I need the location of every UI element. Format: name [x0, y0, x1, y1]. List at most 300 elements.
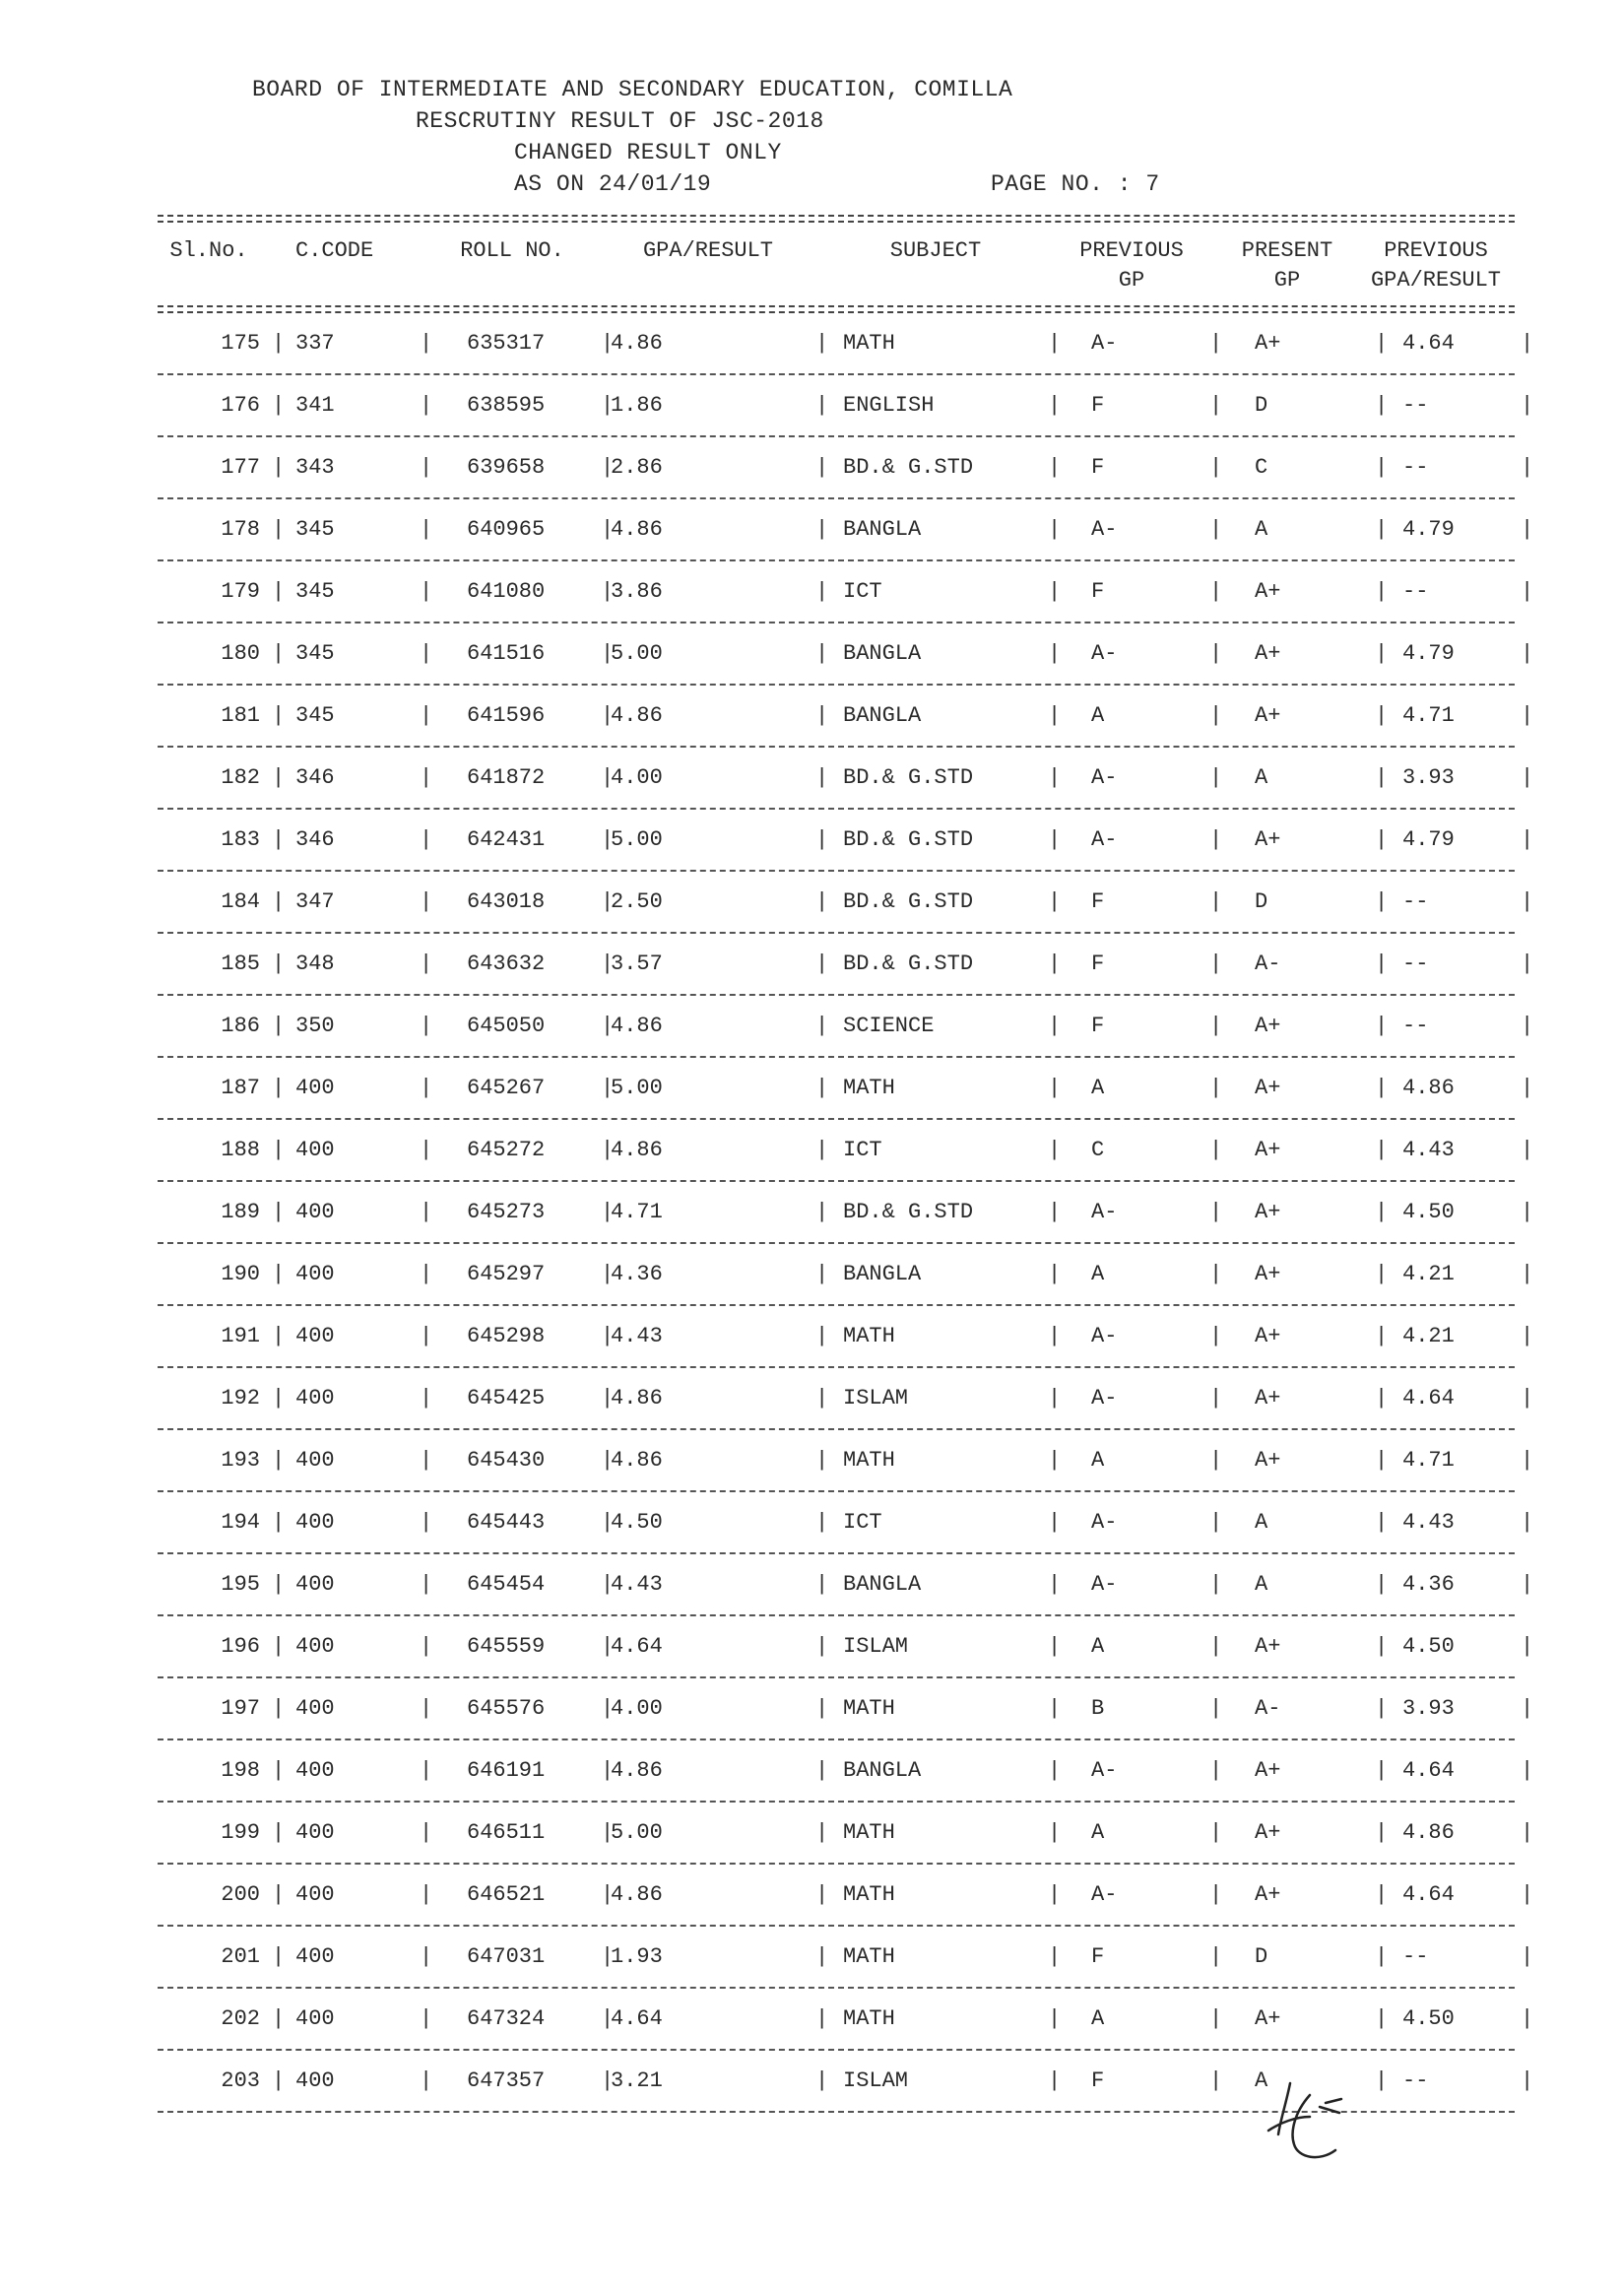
- column-separator: |: [420, 1944, 433, 1969]
- column-separator: |: [815, 641, 829, 666]
- cell-prev-gpa: 4.50: [1402, 2006, 1455, 2031]
- cell-roll: 647357: [467, 2068, 546, 2093]
- cell-subject: MATH: [843, 2006, 895, 2031]
- table-row: [158, 1554, 1534, 1616]
- cell-gpa: 5.00: [611, 1820, 663, 1845]
- cell-subject: MATH: [843, 1696, 895, 1721]
- column-separator: |: [601, 1572, 615, 1597]
- column-separator: |: [272, 1944, 286, 1969]
- column-separator: |: [1209, 951, 1223, 976]
- column-separator: |: [1375, 331, 1389, 356]
- cell-prev-gp: F: [1091, 455, 1105, 480]
- cell-prev-gpa: 4.86: [1402, 1820, 1455, 1845]
- cell-code: 341: [295, 393, 335, 418]
- table-row: [158, 996, 1534, 1058]
- cell-gpa: 3.86: [611, 579, 663, 604]
- table-row: [158, 748, 1534, 810]
- cell-gpa: 1.86: [611, 393, 663, 418]
- cell-prev-gpa: 4.86: [1402, 1076, 1455, 1100]
- column-separator: |: [420, 1634, 433, 1659]
- column-separator: |: [1209, 703, 1223, 728]
- cell-sl: 197: [221, 1696, 260, 1721]
- column-separator: |: [272, 579, 286, 604]
- cell-code: 345: [295, 517, 335, 542]
- column-separator: |: [1209, 1634, 1223, 1659]
- cell-subject: BANGLA: [843, 517, 922, 542]
- cell-gpa: 4.64: [611, 1634, 663, 1659]
- cell-subject: ENGLISH: [843, 393, 935, 418]
- col-head-pres-gp: PRESENT GP: [1241, 238, 1333, 293]
- cell-prev-gpa: 4.50: [1402, 1200, 1455, 1224]
- cell-gpa: 4.86: [611, 1138, 663, 1162]
- col-head-roll: ROLL NO.: [460, 238, 564, 263]
- cell-sl: 196: [221, 1634, 260, 1659]
- cell-pres-gp: A+: [1255, 1200, 1281, 1224]
- column-separator: |: [1521, 641, 1534, 666]
- table-row: [158, 1989, 1534, 2051]
- cell-pres-gp: A+: [1255, 2006, 1281, 2031]
- cell-code: 345: [295, 703, 335, 728]
- cell-prev-gpa: 4.79: [1402, 827, 1455, 852]
- column-separator: |: [272, 827, 286, 852]
- cell-gpa: 4.00: [611, 765, 663, 790]
- cell-gpa: 4.86: [611, 331, 663, 356]
- column-separator: |: [272, 1138, 286, 1162]
- cell-sl: 178: [221, 517, 260, 542]
- cell-prev-gp: F: [1091, 579, 1105, 604]
- cell-code: 343: [295, 455, 335, 480]
- column-separator: |: [1048, 951, 1062, 976]
- column-separator: |: [815, 1076, 829, 1100]
- cell-gpa: 4.71: [611, 1200, 663, 1224]
- cell-code: 348: [295, 951, 335, 976]
- column-separator: |: [1209, 1448, 1223, 1473]
- column-separator: |: [815, 1882, 829, 1907]
- column-separator: |: [1048, 1200, 1062, 1224]
- column-separator: |: [420, 1262, 433, 1286]
- cell-prev-gpa: 3.93: [1402, 1696, 1455, 1721]
- column-separator: |: [420, 331, 433, 356]
- cell-sl: 194: [221, 1510, 260, 1535]
- cell-prev-gp: A-: [1091, 1324, 1118, 1348]
- cell-roll: 641080: [467, 579, 546, 604]
- column-separator: |: [1209, 1696, 1223, 1721]
- column-separator: |: [1209, 1572, 1223, 1597]
- cell-roll: 639658: [467, 455, 546, 480]
- column-separator: |: [420, 951, 433, 976]
- column-separator: |: [420, 1138, 433, 1162]
- cell-sl: 175: [221, 331, 260, 356]
- column-separator: |: [815, 951, 829, 976]
- cell-roll: 645425: [467, 1386, 546, 1410]
- column-separator: |: [1209, 1014, 1223, 1038]
- column-separator: |: [601, 517, 615, 542]
- column-separator: |: [1375, 1262, 1389, 1286]
- cell-pres-gp: A-: [1255, 951, 1281, 976]
- column-separator: |: [1521, 1448, 1534, 1473]
- column-separator: |: [1375, 2006, 1389, 2031]
- column-separator: |: [601, 1138, 615, 1162]
- cell-prev-gpa: --: [1402, 455, 1429, 480]
- column-separator: |: [601, 1386, 615, 1410]
- cell-roll: 635317: [467, 331, 546, 356]
- cell-pres-gp: A+: [1255, 703, 1281, 728]
- cell-prev-gp: A-: [1091, 331, 1118, 356]
- table-row: [158, 623, 1534, 686]
- column-separator: |: [420, 455, 433, 480]
- cell-roll: 645267: [467, 1076, 546, 1100]
- column-separator: |: [272, 1448, 286, 1473]
- column-separator: |: [815, 1820, 829, 1845]
- column-separator: |: [272, 889, 286, 914]
- cell-pres-gp: A+: [1255, 1076, 1281, 1100]
- cell-roll: 645559: [467, 1634, 546, 1659]
- column-separator: |: [420, 703, 433, 728]
- cell-prev-gp: A-: [1091, 827, 1118, 852]
- cell-roll: 641596: [467, 703, 546, 728]
- cell-prev-gpa: --: [1402, 579, 1429, 604]
- column-separator: |: [601, 455, 615, 480]
- column-separator: |: [815, 1696, 829, 1721]
- cell-roll: 645297: [467, 1262, 546, 1286]
- column-separator: |: [1375, 1944, 1389, 1969]
- cell-pres-gp: A+: [1255, 1448, 1281, 1473]
- column-separator: |: [1209, 1882, 1223, 1907]
- column-separator: |: [1375, 1076, 1389, 1100]
- column-separator: |: [601, 1076, 615, 1100]
- cell-prev-gpa: --: [1402, 393, 1429, 418]
- cell-prev-gp: F: [1091, 1944, 1105, 1969]
- cell-sl: 192: [221, 1386, 260, 1410]
- column-separator: |: [1375, 1696, 1389, 1721]
- cell-gpa: 4.86: [611, 517, 663, 542]
- cell-code: 400: [295, 1882, 335, 1907]
- cell-prev-gpa: 4.64: [1402, 1882, 1455, 1907]
- table-row: [158, 1244, 1534, 1306]
- cell-subject: MATH: [843, 1448, 895, 1473]
- column-separator: |: [1209, 393, 1223, 418]
- cell-prev-gp: A: [1091, 1634, 1105, 1659]
- column-separator: |: [420, 1076, 433, 1100]
- column-separator: |: [1209, 1200, 1223, 1224]
- column-separator: |: [815, 1510, 829, 1535]
- cell-subject: ISLAM: [843, 1386, 909, 1410]
- result-subtitle: CHANGED RESULT ONLY: [514, 140, 782, 165]
- cell-prev-gpa: 4.50: [1402, 1634, 1455, 1659]
- column-separator: |: [1521, 1820, 1534, 1845]
- cell-subject: ISLAM: [843, 2068, 909, 2093]
- page-number: PAGE NO. : 7: [991, 171, 1160, 197]
- cell-roll: 645576: [467, 1696, 546, 1721]
- column-separator: |: [1048, 1324, 1062, 1348]
- cell-roll: 645298: [467, 1324, 546, 1348]
- cell-prev-gpa: --: [1402, 2068, 1429, 2093]
- column-separator: |: [1048, 1262, 1062, 1286]
- column-separator: |: [815, 827, 829, 852]
- cell-subject: BANGLA: [843, 1758, 922, 1783]
- cell-pres-gp: A+: [1255, 1634, 1281, 1659]
- cell-roll: 645050: [467, 1014, 546, 1038]
- column-separator: |: [1521, 1138, 1534, 1162]
- column-separator: |: [1048, 1758, 1062, 1783]
- cell-sl: 191: [221, 1324, 260, 1348]
- column-separator: |: [420, 1758, 433, 1783]
- cell-subject: ICT: [843, 1510, 882, 1535]
- column-separator: |: [815, 1448, 829, 1473]
- column-separator: |: [1375, 1820, 1389, 1845]
- cell-prev-gp: A-: [1091, 1758, 1118, 1783]
- column-separator: |: [1521, 1014, 1534, 1038]
- column-separator: |: [815, 1138, 829, 1162]
- column-separator: |: [1375, 827, 1389, 852]
- cell-sl: 198: [221, 1758, 260, 1783]
- table-row: [158, 1865, 1534, 1927]
- cell-prev-gpa: 3.93: [1402, 765, 1455, 790]
- column-separator: |: [1521, 889, 1534, 914]
- column-separator: |: [1048, 1634, 1062, 1659]
- column-separator: |: [1521, 1758, 1534, 1783]
- result-table: [158, 238, 1534, 2113]
- cell-code: 400: [295, 1820, 335, 1845]
- column-separator: |: [601, 1944, 615, 1969]
- table-row: [158, 1616, 1534, 1678]
- column-separator: |: [815, 2006, 829, 2031]
- header-divider-top: [158, 215, 1515, 223]
- column-separator: |: [272, 1882, 286, 1907]
- cell-subject: BANGLA: [843, 1262, 922, 1286]
- column-separator: |: [420, 641, 433, 666]
- cell-prev-gpa: 4.71: [1402, 1448, 1455, 1473]
- cell-pres-gp: A+: [1255, 331, 1281, 356]
- column-separator: |: [815, 1262, 829, 1286]
- cell-sl: 201: [221, 1944, 260, 1969]
- column-separator: |: [815, 889, 829, 914]
- column-separator: |: [1209, 1324, 1223, 1348]
- cell-code: 400: [295, 1944, 335, 1969]
- column-separator: |: [272, 393, 286, 418]
- cell-gpa: 4.86: [611, 1014, 663, 1038]
- column-separator: |: [420, 1696, 433, 1721]
- cell-prev-gp: A-: [1091, 641, 1118, 666]
- cell-gpa: 4.50: [611, 1510, 663, 1535]
- cell-prev-gp: F: [1091, 1014, 1105, 1038]
- column-separator: |: [815, 331, 829, 356]
- column-separator: |: [272, 2068, 286, 2093]
- cell-subject: SCIENCE: [843, 1014, 935, 1038]
- column-separator: |: [1521, 827, 1534, 852]
- cell-prev-gp: A-: [1091, 1510, 1118, 1535]
- column-separator: |: [601, 889, 615, 914]
- cell-gpa: 5.00: [611, 641, 663, 666]
- column-separator: |: [1209, 1944, 1223, 1969]
- column-separator: |: [420, 517, 433, 542]
- cell-sl: 186: [221, 1014, 260, 1038]
- cell-gpa: 2.50: [611, 889, 663, 914]
- column-separator: |: [272, 331, 286, 356]
- cell-subject: BD.& G.STD: [843, 765, 974, 790]
- column-separator: |: [272, 1510, 286, 1535]
- cell-pres-gp: A+: [1255, 1820, 1281, 1845]
- cell-sl: 193: [221, 1448, 260, 1473]
- cell-code: 400: [295, 2068, 335, 2093]
- column-separator: |: [1209, 889, 1223, 914]
- cell-prev-gp: A: [1091, 1448, 1105, 1473]
- cell-pres-gp: A+: [1255, 1758, 1281, 1783]
- cell-sl: 203: [221, 2068, 260, 2093]
- cell-roll: 640965: [467, 517, 546, 542]
- column-separator: |: [1375, 1882, 1389, 1907]
- column-separator: |: [601, 1882, 615, 1907]
- column-separator: |: [1209, 2068, 1223, 2093]
- cell-gpa: 4.00: [611, 1696, 663, 1721]
- column-separator: |: [601, 1634, 615, 1659]
- column-separator: |: [420, 2006, 433, 2031]
- cell-code: 400: [295, 1758, 335, 1783]
- column-separator: |: [601, 393, 615, 418]
- cell-code: 347: [295, 889, 335, 914]
- column-separator: |: [272, 703, 286, 728]
- cell-prev-gp: A-: [1091, 765, 1118, 790]
- column-separator: |: [1048, 1572, 1062, 1597]
- cell-pres-gp: A-: [1255, 1696, 1281, 1721]
- column-separator: |: [1209, 1262, 1223, 1286]
- cell-gpa: 3.57: [611, 951, 663, 976]
- column-separator: |: [1048, 827, 1062, 852]
- column-separator: |: [1209, 517, 1223, 542]
- cell-roll: 646511: [467, 1820, 546, 1845]
- cell-sl: 189: [221, 1200, 260, 1224]
- column-separator: |: [1209, 2006, 1223, 2031]
- column-separator: |: [815, 2068, 829, 2093]
- cell-subject: MATH: [843, 331, 895, 356]
- cell-roll: 646191: [467, 1758, 546, 1783]
- column-separator: |: [1209, 1820, 1223, 1845]
- cell-gpa: 4.86: [611, 1386, 663, 1410]
- column-separator: |: [1521, 455, 1534, 480]
- cell-prev-gp: A-: [1091, 1386, 1118, 1410]
- column-separator: |: [420, 1510, 433, 1535]
- cell-pres-gp: A+: [1255, 1386, 1281, 1410]
- table-row: [158, 1740, 1534, 1803]
- cell-prev-gp: C: [1091, 1138, 1105, 1162]
- cell-subject: MATH: [843, 1944, 895, 1969]
- cell-gpa: 4.86: [611, 1882, 663, 1907]
- cell-pres-gp: A: [1255, 517, 1268, 542]
- column-separator: |: [1521, 579, 1534, 604]
- table-row: [158, 810, 1534, 872]
- cell-sl: 185: [221, 951, 260, 976]
- cell-code: 350: [295, 1014, 335, 1038]
- column-separator: |: [420, 889, 433, 914]
- cell-pres-gp: A: [1255, 1572, 1268, 1597]
- table-row: [158, 1803, 1534, 1865]
- cell-code: 400: [295, 2006, 335, 2031]
- cell-prev-gp: A: [1091, 2006, 1105, 2031]
- column-separator: |: [815, 579, 829, 604]
- cell-code: 337: [295, 331, 335, 356]
- cell-sl: 181: [221, 703, 260, 728]
- column-separator: |: [1375, 889, 1389, 914]
- cell-code: 346: [295, 827, 335, 852]
- board-title: BOARD OF INTERMEDIATE AND SECONDARY EDUCATION, COMILLA: [252, 77, 1013, 102]
- cell-code: 400: [295, 1076, 335, 1100]
- column-separator: |: [1209, 641, 1223, 666]
- column-separator: |: [272, 1076, 286, 1100]
- cell-code: 400: [295, 1324, 335, 1348]
- column-separator: |: [1048, 765, 1062, 790]
- column-separator: |: [1375, 1510, 1389, 1535]
- result-title: RESCRUTINY RESULT OF JSC-2018: [416, 108, 824, 134]
- table-row: [158, 1927, 1534, 1989]
- column-separator: |: [272, 765, 286, 790]
- cell-pres-gp: A+: [1255, 1138, 1281, 1162]
- column-separator: |: [601, 1696, 615, 1721]
- column-separator: |: [1521, 1386, 1534, 1410]
- cell-gpa: 1.93: [611, 1944, 663, 1969]
- column-separator: |: [1209, 765, 1223, 790]
- cell-roll: 643632: [467, 951, 546, 976]
- column-separator: |: [1521, 951, 1534, 976]
- column-separator: |: [1521, 1076, 1534, 1100]
- column-separator: |: [1048, 2068, 1062, 2093]
- column-separator: |: [420, 1448, 433, 1473]
- column-separator: |: [1521, 1262, 1534, 1286]
- column-separator: |: [601, 579, 615, 604]
- column-separator: |: [1048, 1014, 1062, 1038]
- col-head-sl: Sl.No.: [169, 238, 248, 263]
- column-separator: |: [420, 1820, 433, 1845]
- cell-prev-gp: A: [1091, 703, 1105, 728]
- column-separator: |: [815, 517, 829, 542]
- column-separator: |: [601, 1014, 615, 1038]
- cell-gpa: 4.86: [611, 1758, 663, 1783]
- column-separator: |: [601, 641, 615, 666]
- column-separator: |: [272, 455, 286, 480]
- signature-icon: [1251, 2073, 1359, 2172]
- cell-gpa: 4.86: [611, 703, 663, 728]
- cell-prev-gp: A: [1091, 1076, 1105, 1100]
- column-separator: |: [1375, 1138, 1389, 1162]
- column-separator: |: [1375, 1758, 1389, 1783]
- cell-roll: 646521: [467, 1882, 546, 1907]
- column-separator: |: [1048, 2006, 1062, 2031]
- column-separator: |: [420, 1014, 433, 1038]
- column-separator: |: [601, 2068, 615, 2093]
- column-separator: |: [815, 1200, 829, 1224]
- column-separator: |: [815, 1944, 829, 1969]
- column-separator: |: [1209, 579, 1223, 604]
- cell-prev-gpa: 4.64: [1402, 331, 1455, 356]
- column-separator: |: [1521, 1510, 1534, 1535]
- column-separator: |: [272, 1758, 286, 1783]
- column-separator: |: [601, 951, 615, 976]
- column-separator: |: [1209, 1510, 1223, 1535]
- column-separator: |: [1375, 641, 1389, 666]
- column-separator: |: [272, 1386, 286, 1410]
- cell-pres-gp: A+: [1255, 641, 1281, 666]
- col-head-prev-gp: PREVIOUS GP: [1079, 238, 1184, 293]
- column-separator: |: [1209, 1758, 1223, 1783]
- cell-roll: 647324: [467, 2006, 546, 2031]
- column-separator: |: [601, 765, 615, 790]
- column-separator: |: [1048, 1882, 1062, 1907]
- cell-subject: MATH: [843, 1820, 895, 1845]
- column-separator: |: [1048, 517, 1062, 542]
- cell-gpa: 4.64: [611, 2006, 663, 2031]
- column-separator: |: [1521, 1200, 1534, 1224]
- cell-subject: ICT: [843, 1138, 882, 1162]
- table-row: [158, 1120, 1534, 1182]
